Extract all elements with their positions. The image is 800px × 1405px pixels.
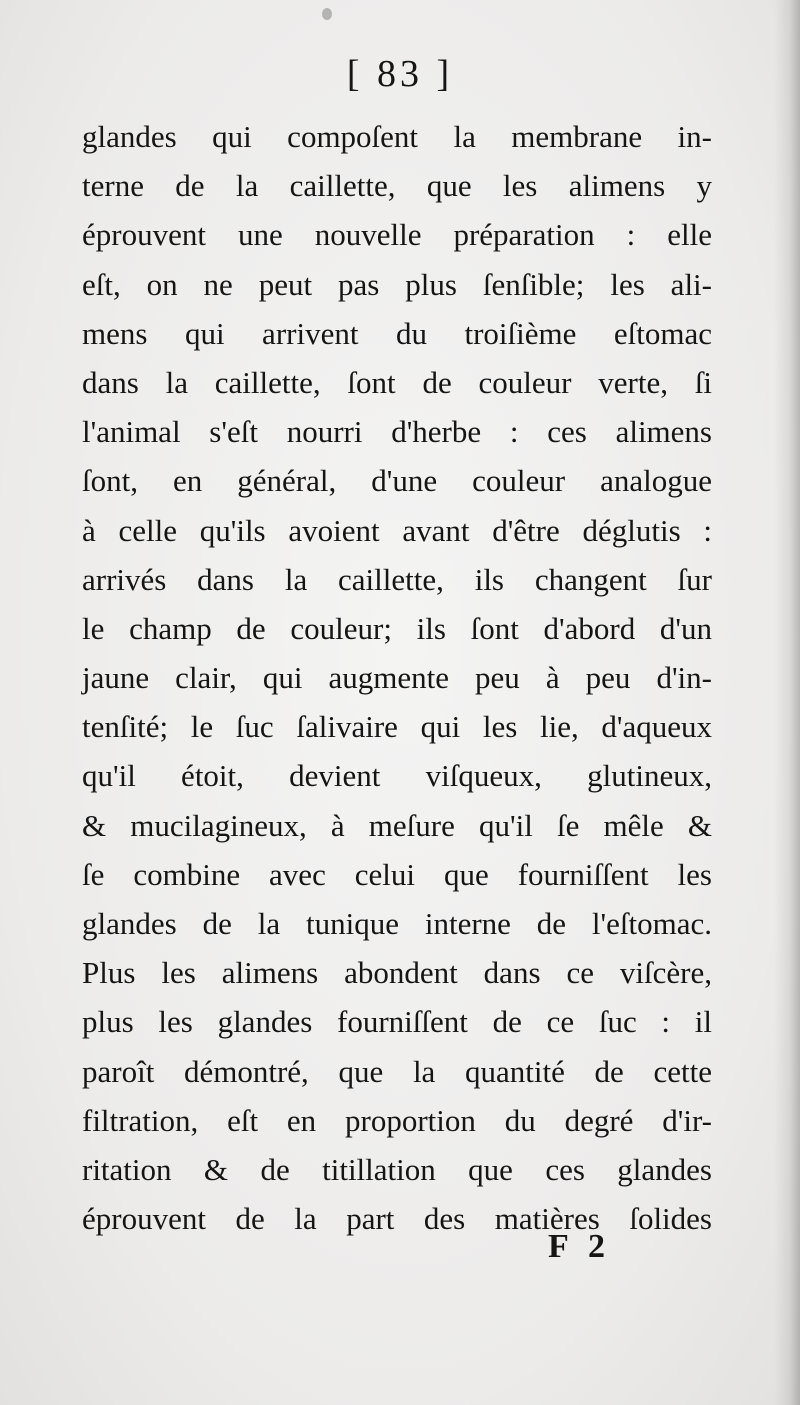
text-line: à celle qu'ils avoient avant d'être déglutis : <box>82 512 712 548</box>
ink-speck <box>322 8 332 20</box>
text-line: éprouvent de la part des matières ſolides <box>82 1201 712 1237</box>
text-line: mens qui arrivent du troiſième eſtomac <box>82 315 712 351</box>
text-line: arrivés dans la caillette, ils changent ſur <box>82 561 712 597</box>
text-line: qu'il étoit, devient viſqueux, glutineux, <box>82 758 712 794</box>
text-line: ſont, en général, d'une couleur analogue <box>82 463 712 499</box>
text-line: glandes qui compoſent la membrane in- <box>82 119 712 154</box>
body-text <box>82 112 712 1243</box>
text-line: eſt, on ne peut pas plus ſenſible; les ali- <box>82 266 712 302</box>
text-line: éprouvent une nouvelle préparation : elle <box>82 217 712 253</box>
text-line: jaune clair, qui augmente peu à peu d'in- <box>82 660 712 696</box>
text-line: ritation & de titillation que ces glandes <box>82 1151 712 1187</box>
text-line: Plus les alimens abondent dans ce viſcère, <box>82 955 712 991</box>
text-line: le champ de couleur; ils ſont d'abord d'un <box>82 610 712 646</box>
text-line: plus les glandes fourniſſent de ce ſuc : il <box>82 1004 712 1040</box>
text-line: l'animal s'eſt nourri d'herbe : ces alimens <box>82 414 712 450</box>
page-number: [ 83 ] <box>346 53 454 95</box>
text-line: paroît démontré, que la quantité de cette <box>82 1053 712 1089</box>
text-line: tenſité; le ſuc ſalivaire qui les lie, d'aqueux <box>82 709 712 745</box>
signature-mark: F 2 <box>548 1228 612 1265</box>
text-line: ſe combine avec celui que fourniſſent les <box>82 856 712 892</box>
page-edge-shadow <box>774 0 800 1405</box>
text-line: filtration, eſt en proportion du degré d'ir- <box>82 1102 712 1138</box>
text-line: & mucilagineux, à meſure qu'il ſe mêle & <box>82 807 712 843</box>
text-line: terne de la caillette, que les alimens y <box>82 168 712 204</box>
text-line: dans la caillette, ſont de couleur verte, ſi <box>82 364 712 400</box>
text-line: glandes de la tunique interne de l'eſtomac. <box>82 906 712 941</box>
